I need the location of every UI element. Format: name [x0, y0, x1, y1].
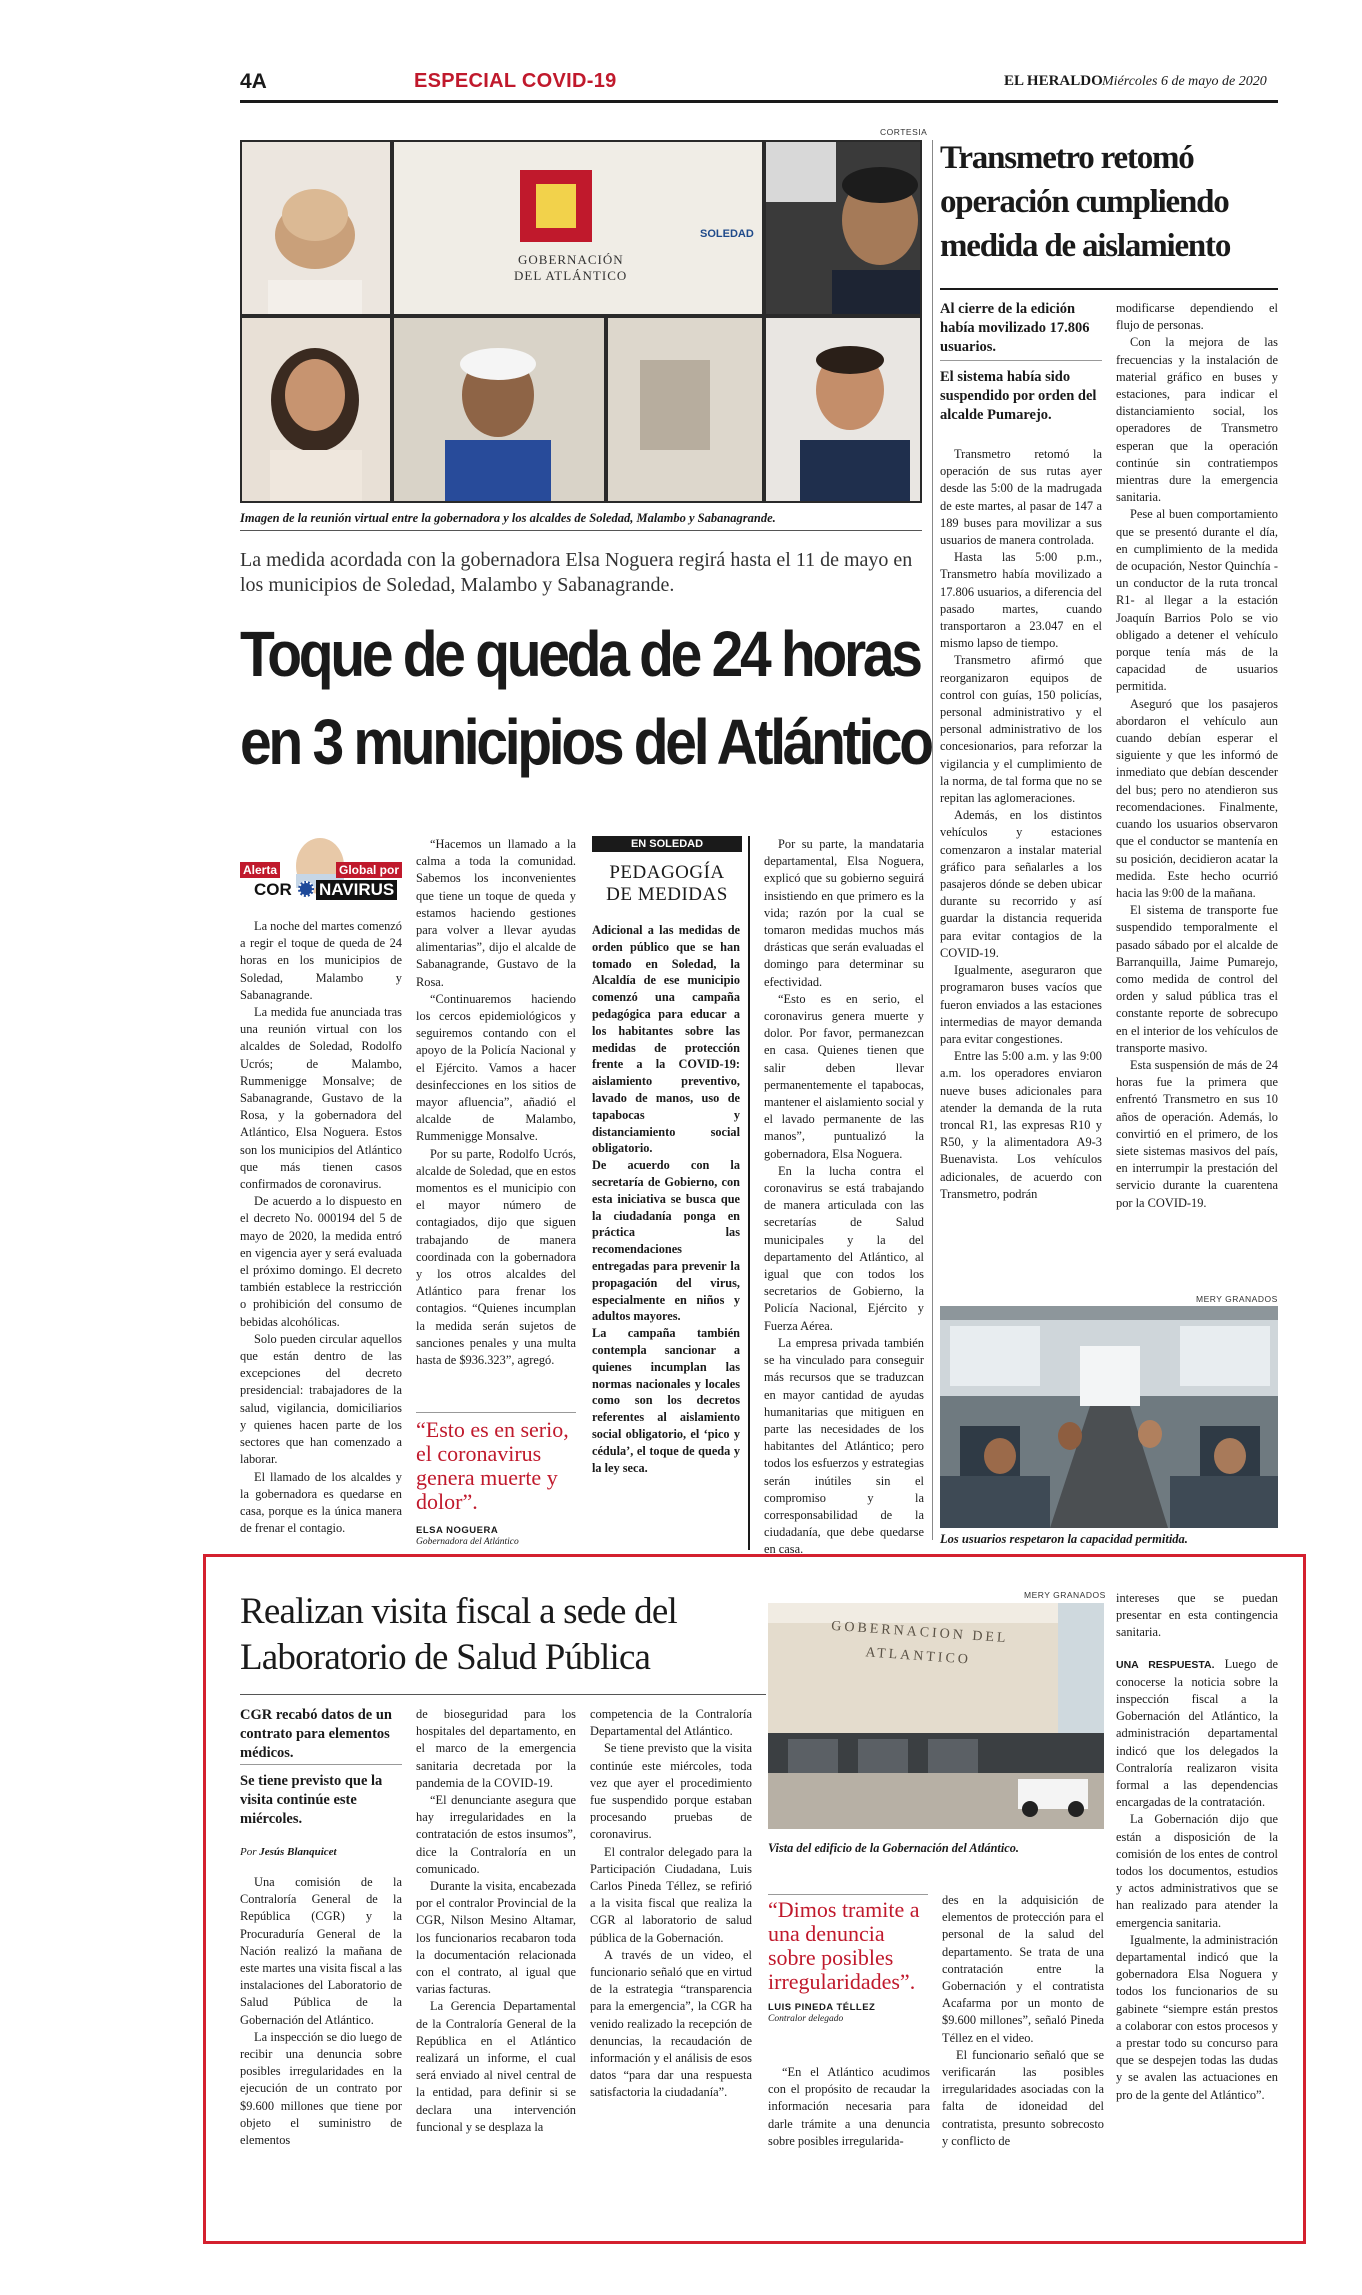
paragraph: Transmetro retomó la operación de sus rutas ayer desde las 5:00 de la madrugada de este martes, al pasar de 147 a 189 buses para movilizar a sus usuarios de manera controlada. — [940, 447, 1102, 548]
fiscal-column-2 — [416, 1706, 576, 2136]
fiscal-head-rule — [240, 1694, 766, 1695]
gobernacion-building-photo — [768, 1603, 1104, 1829]
paragraph: La noche del martes comenzó a regir el toque de queda de 24 horas en los municipios de Soledad, Malambo y Sabanagrande. — [240, 919, 402, 1002]
fiscal-quote-role: Contralor delegado — [768, 2014, 844, 2024]
byline — [240, 1846, 337, 1858]
paragraph: des en la adquisición de elementos de protección para el personal de la salud del departamento. Se trata de una contratación entre la Gobernación y el contratista Acafarma por un monto de $9.600 millones”, señaló Pineda Téllez en el video. — [942, 1893, 1104, 2045]
virus-icon — [298, 881, 314, 897]
sidebar-box — [592, 836, 750, 1550]
sidebar-tag: EN SOLEDAD — [592, 836, 742, 852]
paragraph: de bioseguridad para los hospitales del departamento, en el marco de la emergencia sanitaria decretada por la pandemia de la COVID-19. — [416, 1707, 576, 1790]
byline-prefix: Por — [240, 1846, 257, 1858]
quote-author-role: Gobernadora del Atlántico — [416, 1537, 519, 1547]
transmetro-divider — [932, 140, 933, 1540]
paragraph: Una comisión de la Contraloría General de la República (CGR) y la Procuraduría General de la Nación realizó la mañana de este martes una visita fiscal a las instalaciones del Laboratorio de Salud Pública de la Gobernación del Atlántico. — [240, 1875, 402, 2027]
fiscal-quote-author: LUIS PINEDA TÉLLEZ — [768, 2002, 876, 2013]
paragraph: La empresa privada también se ha vinculado para conseguir más recursos que se traduzcan en mayor cantidad de ayudas humanitarias que mitiguen en parte las necesidades de los habitantes del Atlántico; pero todos los esfuerzos y estrategias serán inútiles sin el compromiso y la corresponsabilidad de la ciudadanía, que debe quedarse en casa. — [764, 1335, 924, 1557]
fiscal-caption: Vista del edificio de la Gobernación del Atlántico. — [768, 1841, 1019, 1855]
fiscal-column-5 — [942, 1892, 1104, 2150]
transmetro-head-rule — [940, 288, 1278, 290]
paragraph: Pese al buen comportamiento que se presentó durante el día, en cumplimiento de la medida de ocupación, Nestor Quinchía -un conductor de la ruta troncal R1- al llegar a la estación Joaquín Barrios Polo se vio obligado a detener el vehículo porque tenía más de la capacidad de usuarios permitida. — [1116, 507, 1278, 694]
gobernacion-logo-text-2: DEL ATLÁNTICO — [514, 268, 628, 283]
transmetro-lead-1: Al cierre de la edición había movilizado 17.806 usuarios. — [940, 301, 1090, 355]
section-label: ESPECIAL COVID-19 — [414, 70, 617, 92]
subhead-label: UNA RESPUESTA. — [1116, 1658, 1215, 1671]
paragraph: modificarse dependiendo el flujo de personas. — [1116, 301, 1278, 333]
transmetro-caption: Los usuarios respetaron la capacidad permitida. — [940, 1532, 1188, 1546]
paragraph: Hasta las 5:00 p.m., Transmetro había movilizado a 17.806 usuarios, a diferencia del pasado martes, cuando transportaron a 23.047 en el mismo lapso de tiempo. — [940, 550, 1102, 651]
fiscal-column-1 — [240, 1874, 402, 2149]
paragraph: “El denunciante asegura que hay irregularidades en la contratación de estos insumos”, dice la Contraloría en un comunicado. — [416, 1793, 576, 1876]
paragraph: Se tiene previsto que la visita continúe este miércoles, toda vez que ayer el procedimiento fue suspendido porque estaban procesando pruebas de coronavirus. — [590, 1741, 752, 1842]
caption-rule — [240, 530, 922, 531]
paragraph: “En el Atlántico acudimos con el propósito de recaudar la información necesaria para darle trámite a una denuncia sobre posibles irregularida- — [768, 2065, 930, 2148]
toque-column-2 — [416, 836, 576, 1369]
paragraph: La campaña también contempla sancionar a quienes incumplan las normas nacionales y locales como son los decretos referentes al aislamiento social obligatorio, el ‘pico y cédula’, el toque de queda y la ley seca. — [592, 1326, 740, 1475]
sidebar-text — [592, 922, 740, 1476]
paragraph: El contralor delegado para la Participación Ciudadana, Luis Carlos Pineda Téllez, se refirió a la visita fiscal que realiza la CGR al laboratorio de salud pública de la Gobernación. — [590, 1844, 752, 1945]
virtual-meeting-photo — [240, 140, 922, 503]
header-rule — [240, 100, 1278, 103]
paragraph: “Hacemos un llamado a la calma a toda la comunidad. Sabemos los inconvenientes que tiene un toque de queda y estamos haciendo gestiones para volver a llevar ayudas alimentarias”, dijo el alcalde de Sabanagrande, Gustavo de la Rosa. — [416, 837, 576, 989]
pull-quote: “Esto es en serio, el coronavirus genera muerte y dolor”. — [416, 1417, 569, 1514]
paragraph: Igualmente, aseguraron que programaron buses vacíos que fueron enviados a las estaciones intermedias de mayor demanda para evitar congestiones. — [940, 963, 1102, 1046]
paragraph: Transmetro afirmó que reorganizaron equipos de control con guías, 150 policías, personal administrativo y el personal administrativo de los concesionarios, para reforzar la vigilancia y el cumplimiento de la norma, de tal forma que no se repitan las aglomeraciones. — [940, 653, 1102, 806]
byline-author: Jesús Blanquicet — [259, 1846, 337, 1858]
fiscal-photo-credit: MERY GRANADOS — [1024, 1590, 1106, 1600]
paragraph: “Esto es en serio, el coronavirus genera muerte y dolor. Por favor, permanezcan en casa. Quienes tienen que salir deben llevar permanentemente el tapabocas, mantener el aislamiento social y el lavado permanente de las manos”, puntualizó la gobernadora, Elsa Noguera. — [764, 991, 924, 1161]
page-number: 4A — [240, 70, 267, 93]
headline-line-1: Toque de queda de 24 horas — [240, 619, 920, 691]
lead-separator — [240, 1764, 402, 1765]
photo-credit: CORTESIA — [880, 127, 928, 137]
toque-column-4 — [764, 836, 924, 1559]
paragraph: La medida fue anunciada tras una reunión virtual con los alcaldes de Soledad, Rodolfo Ucrós; de Malambo, Rummenigge Monsalve; de Sabanagrande, Gustavo de la Rosa, y la gobernadora del Atlántico, Elsa Noguera. Estos son los municipios del Atlántico que más tienen casos confirmados de coronavirus. — [240, 1005, 402, 1192]
paragraph: competencia de la Contraloría Departamental del Atlántico. — [590, 1707, 752, 1739]
paragraph: Además, en los distintos vehículos y estaciones comenzaron a instalar material gráfico para señalarles a los pasajeros dónde se deben ubicar durante su recorrido y así guardar la distancia requerida para evitar contagios de la COVID-19. — [940, 808, 1102, 960]
sidebar-title-1: PEDAGOGÍA — [609, 862, 725, 883]
paragraph: Entre las 5:00 a.m. y las 9:00 a.m. los operadores enviaron nueve buses adicionales para atender la demanda de la ruta troncal R1, las expresas R10 y R50, y la alimentadora A9-3 Buenavista. Los vehículos adicionales, de acuerdo con Transmetro, podrán — [940, 1049, 1102, 1201]
global-label: Global por — [336, 862, 402, 878]
paragraph: La inspección se dio luego de recibir una denuncia sobre posibles irregularidades en la ejecución de un contrato por $9.600 millones que tiene por objeto el suministro de elementos — [240, 2029, 402, 2148]
quote-top-rule — [416, 1412, 576, 1413]
navirus-label: NAVIRUS — [316, 880, 397, 900]
paragraph: Aseguró que los pasajeros abordaron el vehículo aun cuando debían esperar el siguiente y que les informó de inmediato que debían descender del bus; pero no atendieron sus recomendaciones. Finalmente, cuando los usuarios observaron que el conductor se mantenía en su posición, decidieron acatar la medida. Este hecho ocurrió hacia las 9:00 de la mañana. — [1116, 696, 1278, 900]
bus-interior-photo — [940, 1306, 1278, 1528]
paper-name: EL HERALDO — [1004, 73, 1103, 89]
paragraph: La Gobernación dijo que están a disposición de la comisión de los entes de control todos los documentos, estudios y actos administrativos que se han realizado para atender la emergencia sanitaria. — [1116, 1812, 1278, 1930]
transmetro-headline-3: medida de aislamiento — [940, 228, 1231, 264]
lead-separator — [940, 360, 1102, 361]
fiscal-pull-quote: “Dimos tramite a una denuncia sobre posibles irregularidades”. — [768, 1897, 920, 1994]
paragraph: El funcionario señaló que se verificarán las posibles irregularidades asociadas con la falta de idoneidad del contratista, presunto sobrecosto y conflicto de — [942, 2047, 1104, 2148]
fiscal-column-6 — [1116, 1590, 1278, 2104]
headline-line-2: en 3 municipios del Atlántico — [240, 707, 931, 779]
gobernacion-logo-text-1: GOBERNACIÓN — [518, 252, 624, 267]
transmetro-column-2 — [1116, 300, 1278, 1212]
cor-label: COR — [254, 880, 292, 899]
transmetro-column-1 — [940, 446, 1102, 1203]
quote-top-rule — [768, 1894, 928, 1895]
paragraph: Durante la visita, encabezada por el contralor Provincial de la CGR, Nilson Mesino Altamar, los funcionarios recabaron toda la documentación relacionada con el contrato, al igual que varias facturas. — [416, 1879, 576, 1997]
paragraph: Adicional a las medidas de orden público que se han tomado en Soledad, la Alcaldía de ese municipio comenzó una campaña pedagógica para educar a los habitantes sobre las medidas de protección frente a la COVID-19: aislamiento preventivo, lavado de manos, uso de tapabocas y distanciamiento social obligatorio. — [592, 923, 740, 1156]
toque-column-1 — [240, 918, 402, 1537]
paragraph: El sistema de transporte fue suspendido temporalmente el pasado sábado por el alcalde de Barranquilla, Jaime Pumarejo, como medida de control del orden y salud pública tras el constante reporte de sobrecupo en el interior de los vehículos de transporte masivo. — [1116, 903, 1278, 1055]
paragraph — [1116, 1656, 1278, 1812]
paragraph: Por su parte, la mandataria departamental, Elsa Noguera, explicó que su gobierno seguirá insistiendo en que primero es la vida; razón por la cual se tomaron medidas muchos más drásticas que serán evaluadas el domingo para determinar su efectividad. — [764, 837, 924, 989]
paragraph: De acuerdo a lo dispuesto en el decreto No. 000194 del 5 de mayo de 2020, la medida entró en vigencia ayer y será evaluada el próximo domingo. El decreto también establece la restricción o prohibición del consumo de bebidas alcohólicas. — [240, 1194, 402, 1329]
paragraph: “Continuaremos haciendo los cercos epidemiológicos y seguiremos contando con el apoyo de la Policía Nacional y el Ejército. Vamos a hacer desinfecciones en los sitios de mayor afluencia”, añadió el alcalde de Malambo, Rummenigge Monsalve. — [416, 991, 576, 1144]
paragraph: El llamado de los alcaldes y la gobernadora es quedarse en casa, porque es la única manera de frenar el contagio. — [240, 1469, 402, 1536]
paragraph: Por su parte, Rodolfo Ucrós, alcalde de Soledad, que en estos momentos es el municipio con el mayor número de contagiados, dijo que siguen trabajando de manera coordinada con la gobernadora y los otros alcaldes del Atlántico para frenar los contagios. “Quienes incumplan la medida serán sujetos de sanciones penales y una multa hasta de $936.323”, agregó. — [416, 1146, 576, 1368]
paragraph-text: Luego de conocerse la noticia sobre la inspección fiscal a la Gobernación del Atlántico, la administración departamental indicó que los delegados la Contraloría realizaron visita formal a las dependencias encargadas de la contratación. — [1116, 1656, 1278, 1810]
fiscal-lead-1: CGR recabó datos de un contrato para elementos médicos. — [240, 1707, 392, 1761]
soledad-logo-text: SOLEDAD — [700, 228, 754, 240]
paragraph: La Gerencia Departamental de la Contraloría General de la República en el Atlántico realizará un informe, el cual será enviado al nivel central de la entidad, para definir si se declara una intervención funcional y se desplaza la — [416, 1999, 576, 2134]
coronavirus-alert-logo — [240, 838, 402, 902]
issue-date: Miércoles 6 de mayo de 2020 — [1102, 74, 1267, 89]
building-sign: GOBERNACION DEL ATLANTICO — [830, 1618, 1009, 1668]
fiscal-headline-1: Realizan visita fiscal a sede del — [240, 1591, 677, 1632]
transmetro-lead-2: El sistema había sido suspendido por orden del alcalde Pumarejo. — [940, 369, 1097, 423]
paragraph: A través de un video, el funcionario señaló que en virtud de la estrategia “transparencia para la emergencia”, la CGR ha venido realizado la recepción de denuncias, la recaudación de información y el análisis de esos datos “para dar una respuesta satisfactoria la ciudadanía”. — [590, 1947, 752, 2100]
photo-caption: Imagen de la reunión virtual entre la gobernadora y los alcaldes de Soledad, Malambo y Sabanagrande. — [240, 511, 776, 525]
paragraph: intereses que se puedan presentar en esta contingencia sanitaria. — [1116, 1591, 1278, 1640]
paragraph: Esta suspensión de más de 24 horas fue la primera que enfrentó Transmetro en sus 10 años de operación. Además, lo convirtió en el primero, de los siete sistemas masivos del país, en interrumpir la prestación del servicio durante la cuarentena por la COVID-19. — [1116, 1057, 1278, 1210]
article-subtitle: La medida acordada con la gobernadora Elsa Noguera regirá hasta el 11 de mayo en los municipios de Soledad, Malambo y Sabanagrande. — [240, 549, 913, 596]
fiscal-column-3 — [590, 1706, 752, 2102]
fiscal-column-4 — [768, 2064, 930, 2150]
sidebar-title-2: DE MEDIDAS — [606, 884, 728, 905]
transmetro-headline-1: Transmetro retomó — [940, 140, 1194, 176]
paragraph: Solo pueden circular aquellos que están dentro de las excepciones del decreto presidencial: trabajadores de la salud, vigilancia, domiciliarios y quienes hacen parte de los sectores que han comenzado a laborar. — [240, 1331, 402, 1467]
quote-author: ELSA NOGUERA — [416, 1525, 499, 1536]
transmetro-photo-credit: MERY GRANADOS — [1196, 1294, 1278, 1304]
alert-label: Alerta — [240, 862, 280, 878]
fiscal-lead-2: Se tiene previsto que la visita continúe este miércoles. — [240, 1773, 383, 1827]
fiscal-headline-2: Laboratorio de Salud Pública — [240, 1637, 651, 1678]
paragraph: En la lucha contra el coronavirus se está trabajando de manera articulada con las secretarías de Salud municipales y la del departamento del Atlántico, al igual que con todos los secretarios de Gobierno, la Policía Nacional, Ejército y Fuerza Aérea. — [764, 1163, 924, 1333]
paragraph: De acuerdo con la secretaría de Gobierno, con esta iniciativa se busca que la ciudadanía ponga en práctica las recomendaciones entregadas para prevenir la propagación del virus, especialmente en niños y adultos mayores. — [592, 1158, 740, 1324]
paragraph: Igualmente, la administración departamental indicó que la gobernadora Elsa Noguera y todos los funcionarios de su gabinete “siempre están prestos a colaborar con estos procesos y a prestar todo su concurso para que se despejen todas las dudas y se avalen las actuaciones en pro de la gente del Atlántico”. — [1116, 1932, 1278, 2102]
paragraph: Con la mejora de las frecuencias y la instalación de material gráfico en buses y estaciones, para indicar el distanciamiento social, los operadores de Transmetro esperan que la operación continúe sin contratiempos mientras dure la emergencia sanitaria. — [1116, 335, 1278, 505]
transmetro-headline-2: operación cumpliendo — [940, 184, 1229, 220]
